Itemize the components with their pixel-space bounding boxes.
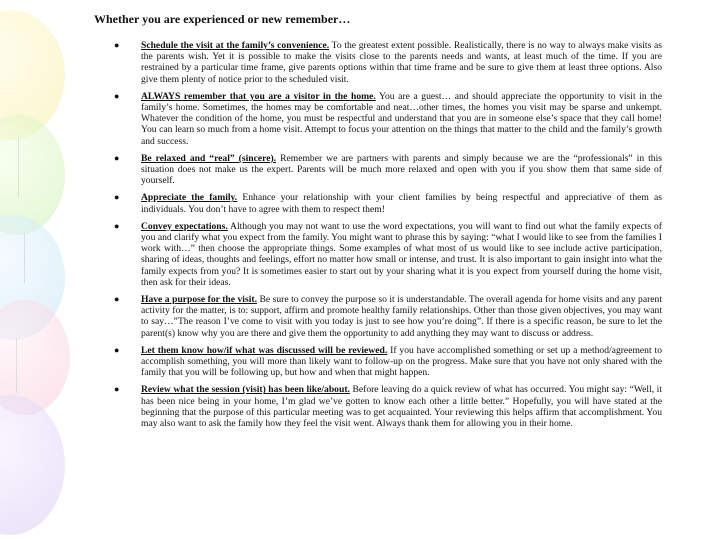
item-body: Enhance your relationship with your client families by being respectful and appreciative of them as individuals. You don’t have to agree with them to respect them! <box>141 192 663 215</box>
bullet-icon: ● <box>114 192 120 203</box>
bullet-icon: ● <box>114 220 120 231</box>
item-lead: Have a purpose for the visit. <box>141 294 257 306</box>
bullet-icon: ● <box>114 344 120 355</box>
item-body: Before leaving do a quick review of what has occurred. You might say: “Well, it has been nice being in your home, I’m glad we’ve gotten to know each other a little better.” Hopefully, you will have stated at the beginning that the purpose of this particular meeting was to get acquainted. Your reviewing this helps affirm that accomplishment. You may also want to ask the family how they feel the visit went. Always thank them for allowing you in their home. <box>141 384 663 430</box>
item-body: Remember we are partners with parents and simply because we are the “professionals” in this situation does not make us the expert. Parents will be much more relaxed and open with you if you show them that same side of yourself. <box>141 152 662 187</box>
list-item <box>92 91 662 147</box>
list-item <box>92 153 662 187</box>
list-item <box>92 192 662 214</box>
bullet-icon: ● <box>114 40 120 50</box>
bullet-icon: ● <box>114 294 120 305</box>
balloon-string <box>16 338 17 393</box>
page-heading: Whether you are experienced or new remember… <box>94 12 351 26</box>
item-lead: Appreciate the family. <box>141 192 238 204</box>
item-lead: Convey expectations. <box>141 220 228 232</box>
guideline-list <box>92 40 662 429</box>
bullet-icon: ● <box>114 384 120 395</box>
item-lead: Be relaxed and “real” (sincere). <box>141 152 277 164</box>
list-item <box>92 345 662 379</box>
item-lead: Review what the session (visit) has been like/about. <box>141 384 350 396</box>
item-body: Be sure to convey the purpose so it is understandable. The overall agenda for home visits and any parent activity for the matter, is to: support, affirm and promote healthy family relationships. Other than those given objectives, you may want to say…”The reason I’ve come to visit with you today is just to see how you’re doing”. If there is a specific reason, be sure to let the parent(s) know why you are there and give them the opportunity to add anything they may want to discuss or address. <box>141 294 662 339</box>
bullet-icon: ● <box>114 90 120 101</box>
balloon-string <box>24 233 25 283</box>
balloon-purple <box>0 395 65 535</box>
list-item <box>92 384 662 429</box>
balloon-string <box>18 138 19 198</box>
list-item <box>92 40 662 85</box>
item-body: If you have accomplished something or set up a method/agreement to accomplish something, you will more than likely want to follow-up on the progress. Make sure that you have not only shared with the family that you will be following up, but how and when that might happen. <box>141 344 662 379</box>
item-body: You are a guest… and should appreciate the opportunity to visit in the family’s home. Sometimes, the homes may be comfortable and neat…other times, the homes you visit may be sparse and unkempt. Whatever the condition of the home, you must be respectful and understand that you are in someone else’s space that they call home! You can learn so much from a home visit. Attempt to focus your attention on the things that matter to the child and the family’s growth and success. <box>141 90 662 147</box>
item-body: To the greatest extent possible. Realistically, there is no way to always make visits as the parents wish. Yet it is possible to make the visits close to the parents needs and wants, at least much of the time. If you are restrained by a particular time frame, give parents options within that time frame and be sure to give them at least three options. Also give them plenty of notice prior to the scheduled visit. <box>141 40 663 85</box>
item-body: Although you may not want to use the word expectations, you will want to find out what the family expects of you and clarify what you expect from the family. You might want to phrase this by saying: “what I would like to see from the families I work with…” then choose the appropriate things. Some examples of what most of us would like to see include active participation, sharing of ideas, thoughts and feelings, effort no matter how small or intense, and trust. It is also important to gain insight into what the family expects from you? It is sometimes easier to start out by your sharing what it is you expect from yourself during the home visit, then ask for their ideas. <box>141 220 662 288</box>
item-lead: ALWAYS remember that you are a visitor in the home. <box>141 90 376 102</box>
document-body <box>92 12 662 435</box>
item-lead: Schedule the visit at the family’s convenience. <box>141 40 330 51</box>
item-lead: Let them know how/if what was discussed will be reviewed. <box>141 344 388 356</box>
list-item <box>92 294 662 339</box>
bullet-icon: ● <box>114 152 120 163</box>
list-item <box>92 221 662 288</box>
